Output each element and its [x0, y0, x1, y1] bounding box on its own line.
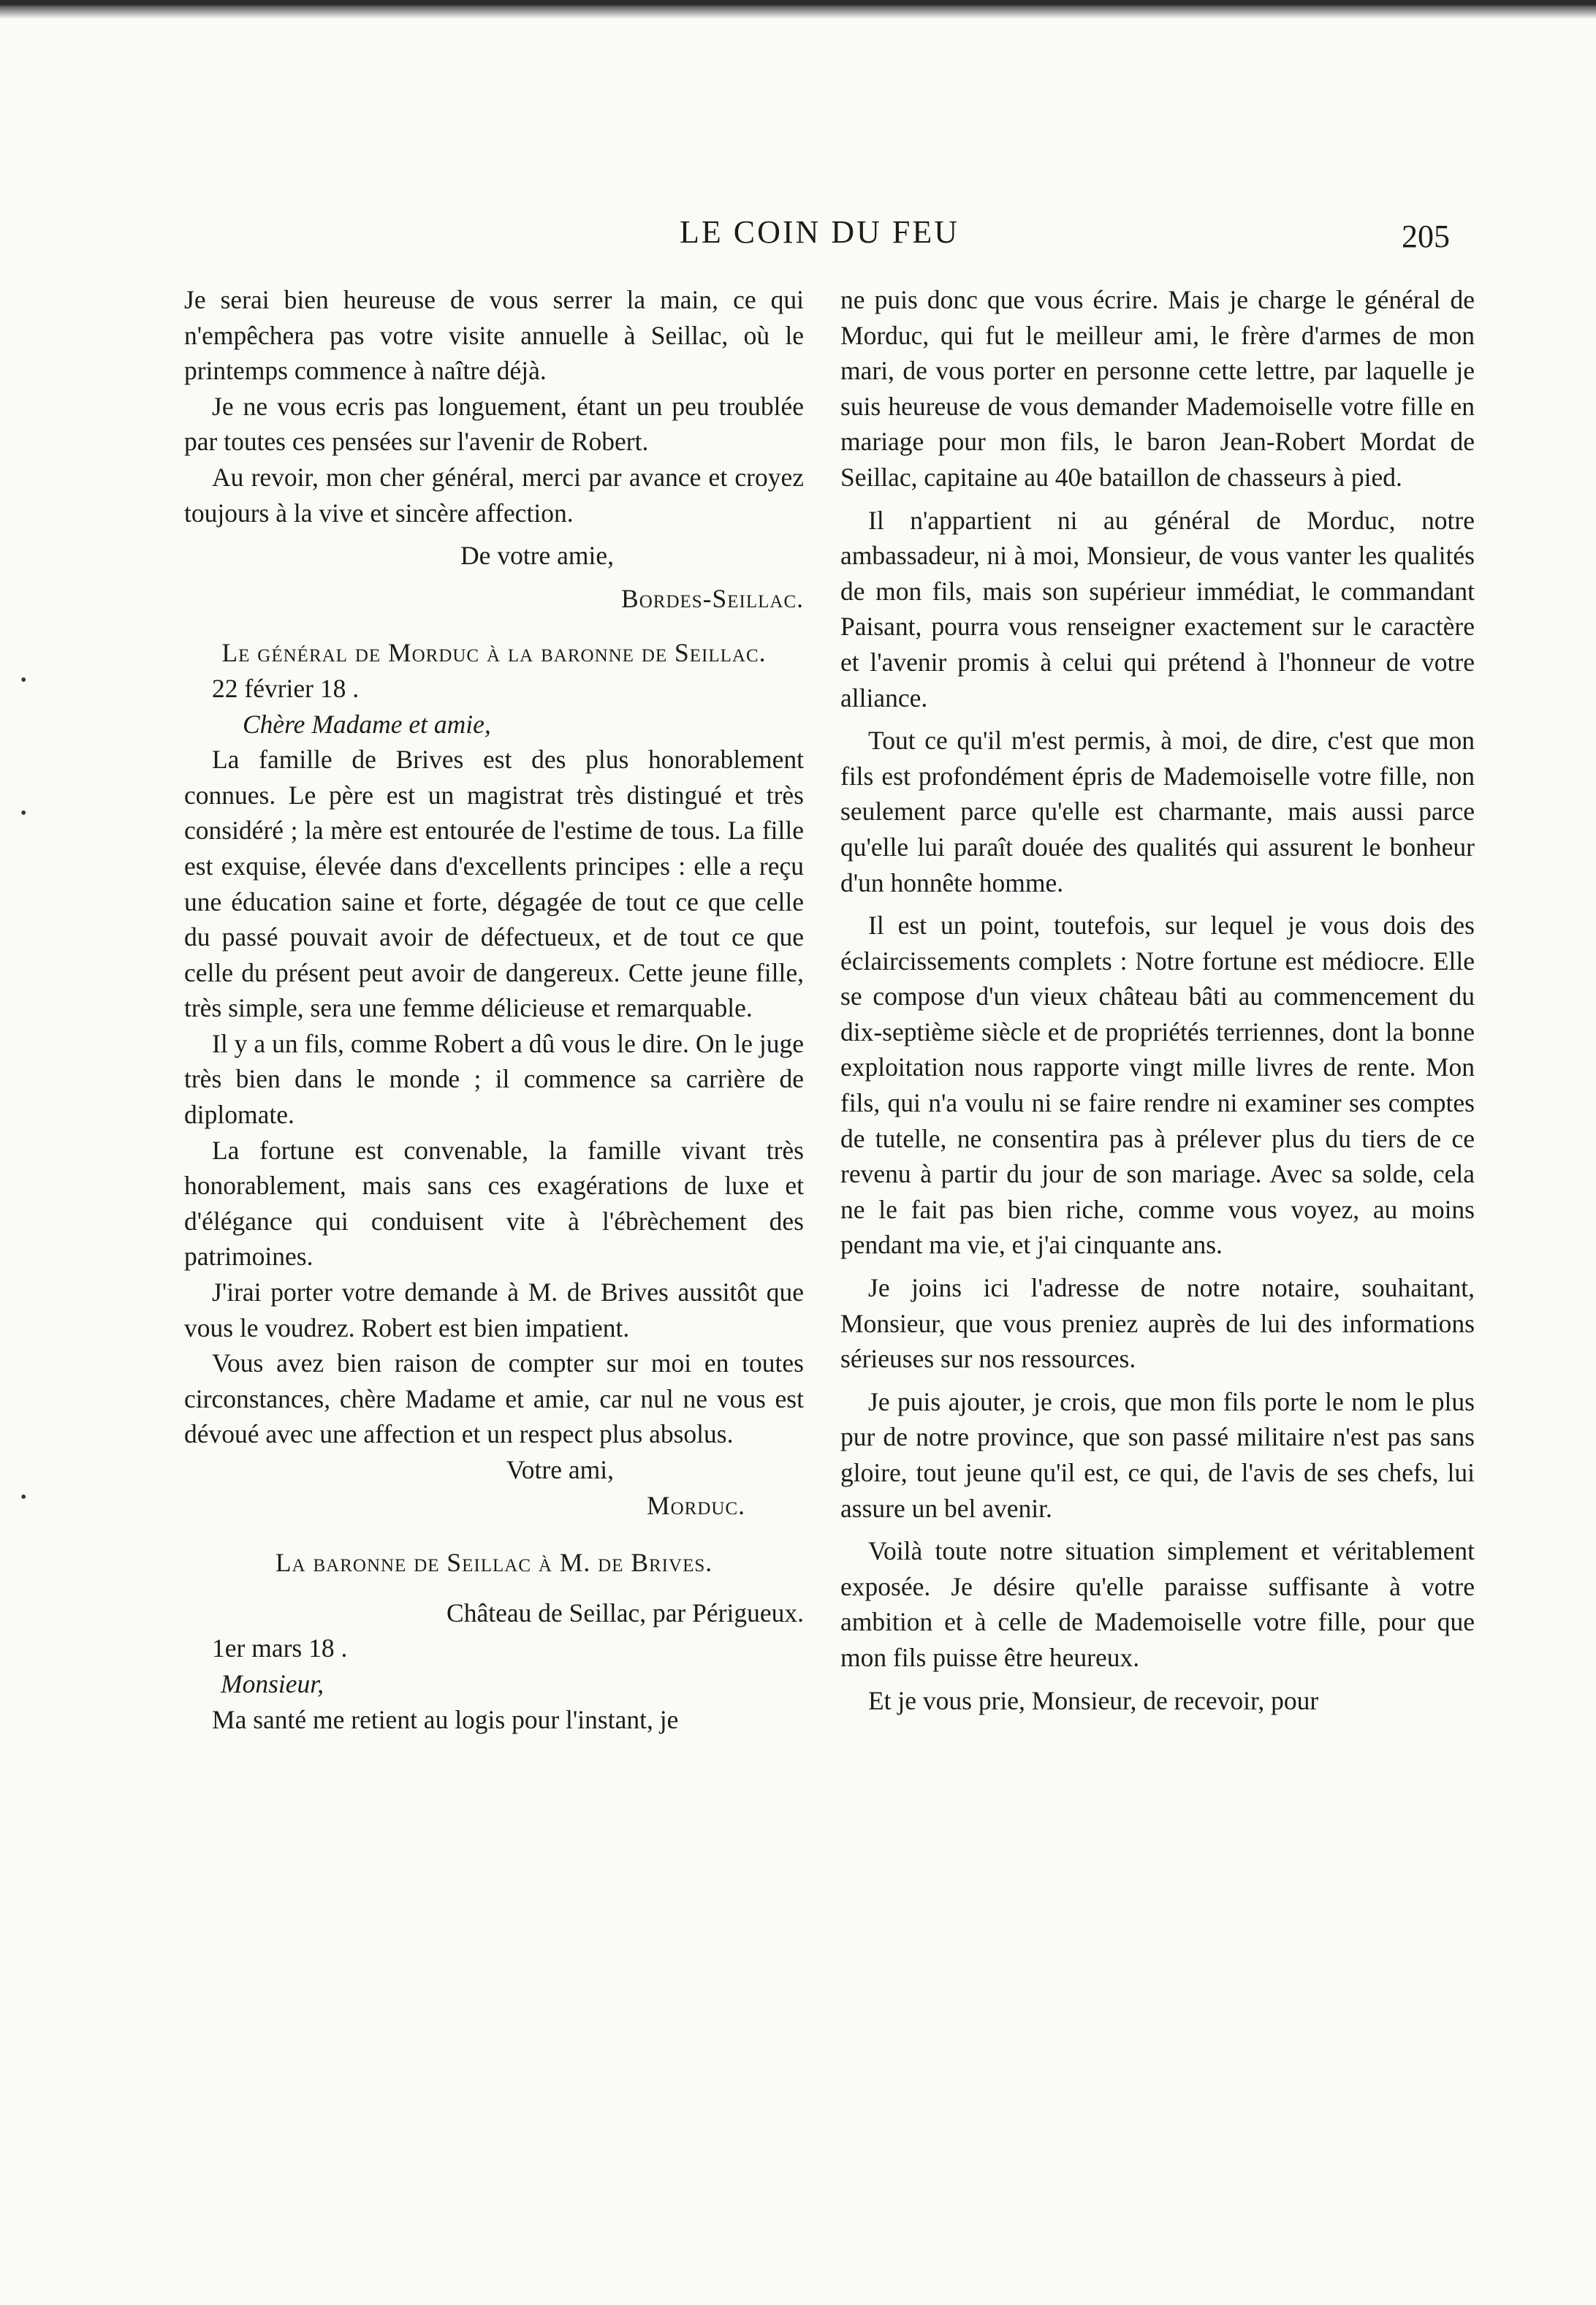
- page-number: 205: [1402, 219, 1450, 254]
- margin-speck: •: [20, 804, 27, 823]
- right-column: [840, 282, 1475, 1718]
- paragraph: Il est un point, toutefois, sur lequel je vous dois des éclaircissements complets : Notre fortune est médiocre. Elle se compose d'un vieux château bâti au commencement du dix-septième siècle et de propriétés terriennes, dont la bonne exploitation nous rapporte vingt mille livres de rente. Mon fils, qui n'a voulu ni se faire rendre ni examiner ses comptes de tutelle, ne consentira pas à prélever plus du tiers de ce revenu à partir du jour de son mariage. Avec sa solde, cela ne le fait pas bien riche, comme vous voyez, au moins pendant ma vie, et j'ai cinquante ans.: [840, 911, 1475, 1260]
- paragraph: Je joins ici l'adresse de notre notaire, souhaitant, Monsieur, que vous preniez auprès de lui des informations sérieuses sur nos ressources.: [840, 1273, 1475, 1374]
- letter-signature: Bordes-Seillac.: [621, 583, 804, 613]
- letter-date: 1er mars 18 .: [212, 1633, 348, 1663]
- paragraph: Au revoir, mon cher général, merci par avance et croyez toujours à la vive et sincère affection.: [184, 462, 804, 528]
- paragraph: Voilà toute notre situation simplement et véritablement exposée. Je désire qu'elle paraisse suffisante à votre ambition et à celle de Mademoiselle votre fille, pour que mon fils puisse être heureux.: [840, 1536, 1475, 1672]
- left-column: [184, 282, 804, 1737]
- paragraph: Vous avez bien raison de compter sur moi en toutes circonstances, chère Madame et amie, car nul ne vous est dévoué avec une affection et un respect plus absolus.: [184, 1348, 804, 1449]
- margin-speck: •: [20, 1488, 27, 1507]
- letter-heading: La baronne de Seillac à M. de Brives.: [275, 1548, 713, 1578]
- letter-closing: De votre amie,: [460, 541, 614, 571]
- margin-speck: •: [20, 671, 27, 690]
- letter-signature: Morduc.: [647, 1490, 745, 1520]
- paragraph: Je ne vous ecris pas longuement, étant un peu troublée par toutes ces pensées sur l'avenir de Robert.: [184, 391, 804, 457]
- paragraph: Ma santé me retient au logis pour l'instant, je: [212, 1704, 679, 1734]
- running-title: LE COIN DU FEU: [680, 214, 960, 250]
- paragraph: La fortune est convenable, la famille vivant très honorablement, mais sans ces exagérations de luxe et d'élégance qui conduisent vite à l'ébrèchement des patrimoines.: [184, 1135, 804, 1272]
- letter-salutation: Monsieur,: [221, 1668, 324, 1698]
- paragraph: Il y a un fils, comme Robert a dû vous le dire. On le juge très bien dans le monde ; il commence sa carrière de diplomate.: [184, 1028, 804, 1130]
- letter-heading: Le général de Morduc à la baronne de Seillac.: [221, 638, 767, 668]
- letter-salutation: Chère Madame et amie,: [243, 709, 491, 739]
- paragraph: J'irai porter votre demande à M. de Brives aussitôt que vous le voudrez. Robert est bien impatient.: [184, 1277, 804, 1343]
- scan-top-edge: [0, 0, 1596, 19]
- paragraph: Je puis ajouter, je crois, que mon fils porte le nom le plus pur de notre province, que son passé militaire n'est pas sans gloire, tout jeune qu'il est, ce qui, de l'avis de ses chefs, lui assure un bel avenir.: [840, 1386, 1475, 1523]
- paragraph: La famille de Brives est des plus honorablement connues. Le père est un magistrat très distingué et très considéré ; la mère est entourée de l'estime de tous. La fille est exquise, élevée dans d'excellents principes : elle a reçu une éducation saine et forte, dégagée de tout ce que celle du passé pouvait avoir de défectueux, et de tout ce que celle du présent peut avoir de dangereux. Cette jeune fille, très simple, sera une femme délicieuse et remarquable.: [184, 745, 804, 1023]
- paragraph: Il n'appartient ni au général de Morduc, notre ambassadeur, ni à moi, Monsieur, de vous vanter les qualités de mon fils, mais son supérieur immédiat, le commandant Paisant, pourra vous renseigner exactement sur le caractère et l'avenir promis à celui qui prétend à l'honneur de votre alliance.: [840, 505, 1475, 713]
- paragraph: Et je vous prie, Monsieur, de recevoir, pour: [868, 1685, 1319, 1715]
- paragraph: Je serai bien heureuse de vous serrer la main, ce qui n'empêchera pas votre visite annuelle à Seillac, où le printemps commence à naître déjà.: [184, 285, 804, 386]
- letter-date: 22 février 18 .: [212, 673, 360, 703]
- letter-closing: Votre ami,: [506, 1455, 614, 1484]
- letter-place: Château de Seillac, par Périgueux.: [446, 1598, 804, 1628]
- paragraph: Tout ce qu'il m'est permis, à moi, de dire, c'est que mon fils est profondément épris de Mademoiselle votre fille, non seulement parce qu'elle est charmante, mais aussi parce qu'elle lui paraît douée des qualités qui assurent le bonheur d'un honnête homme.: [840, 726, 1475, 897]
- paragraph: ne puis donc que vous écrire. Mais je charge le général de Morduc, qui fut le meilleur ami, le frère d'armes de mon mari, de vous porter en personne cette lettre, par laquelle je suis heureuse de vous demander Mademoiselle votre fille en mariage pour mon fils, le baron Jean-Robert Mordat de Seillac, capitaine au 40e bataillon de chasseurs à pied.: [840, 285, 1475, 492]
- page-header: [0, 213, 1596, 257]
